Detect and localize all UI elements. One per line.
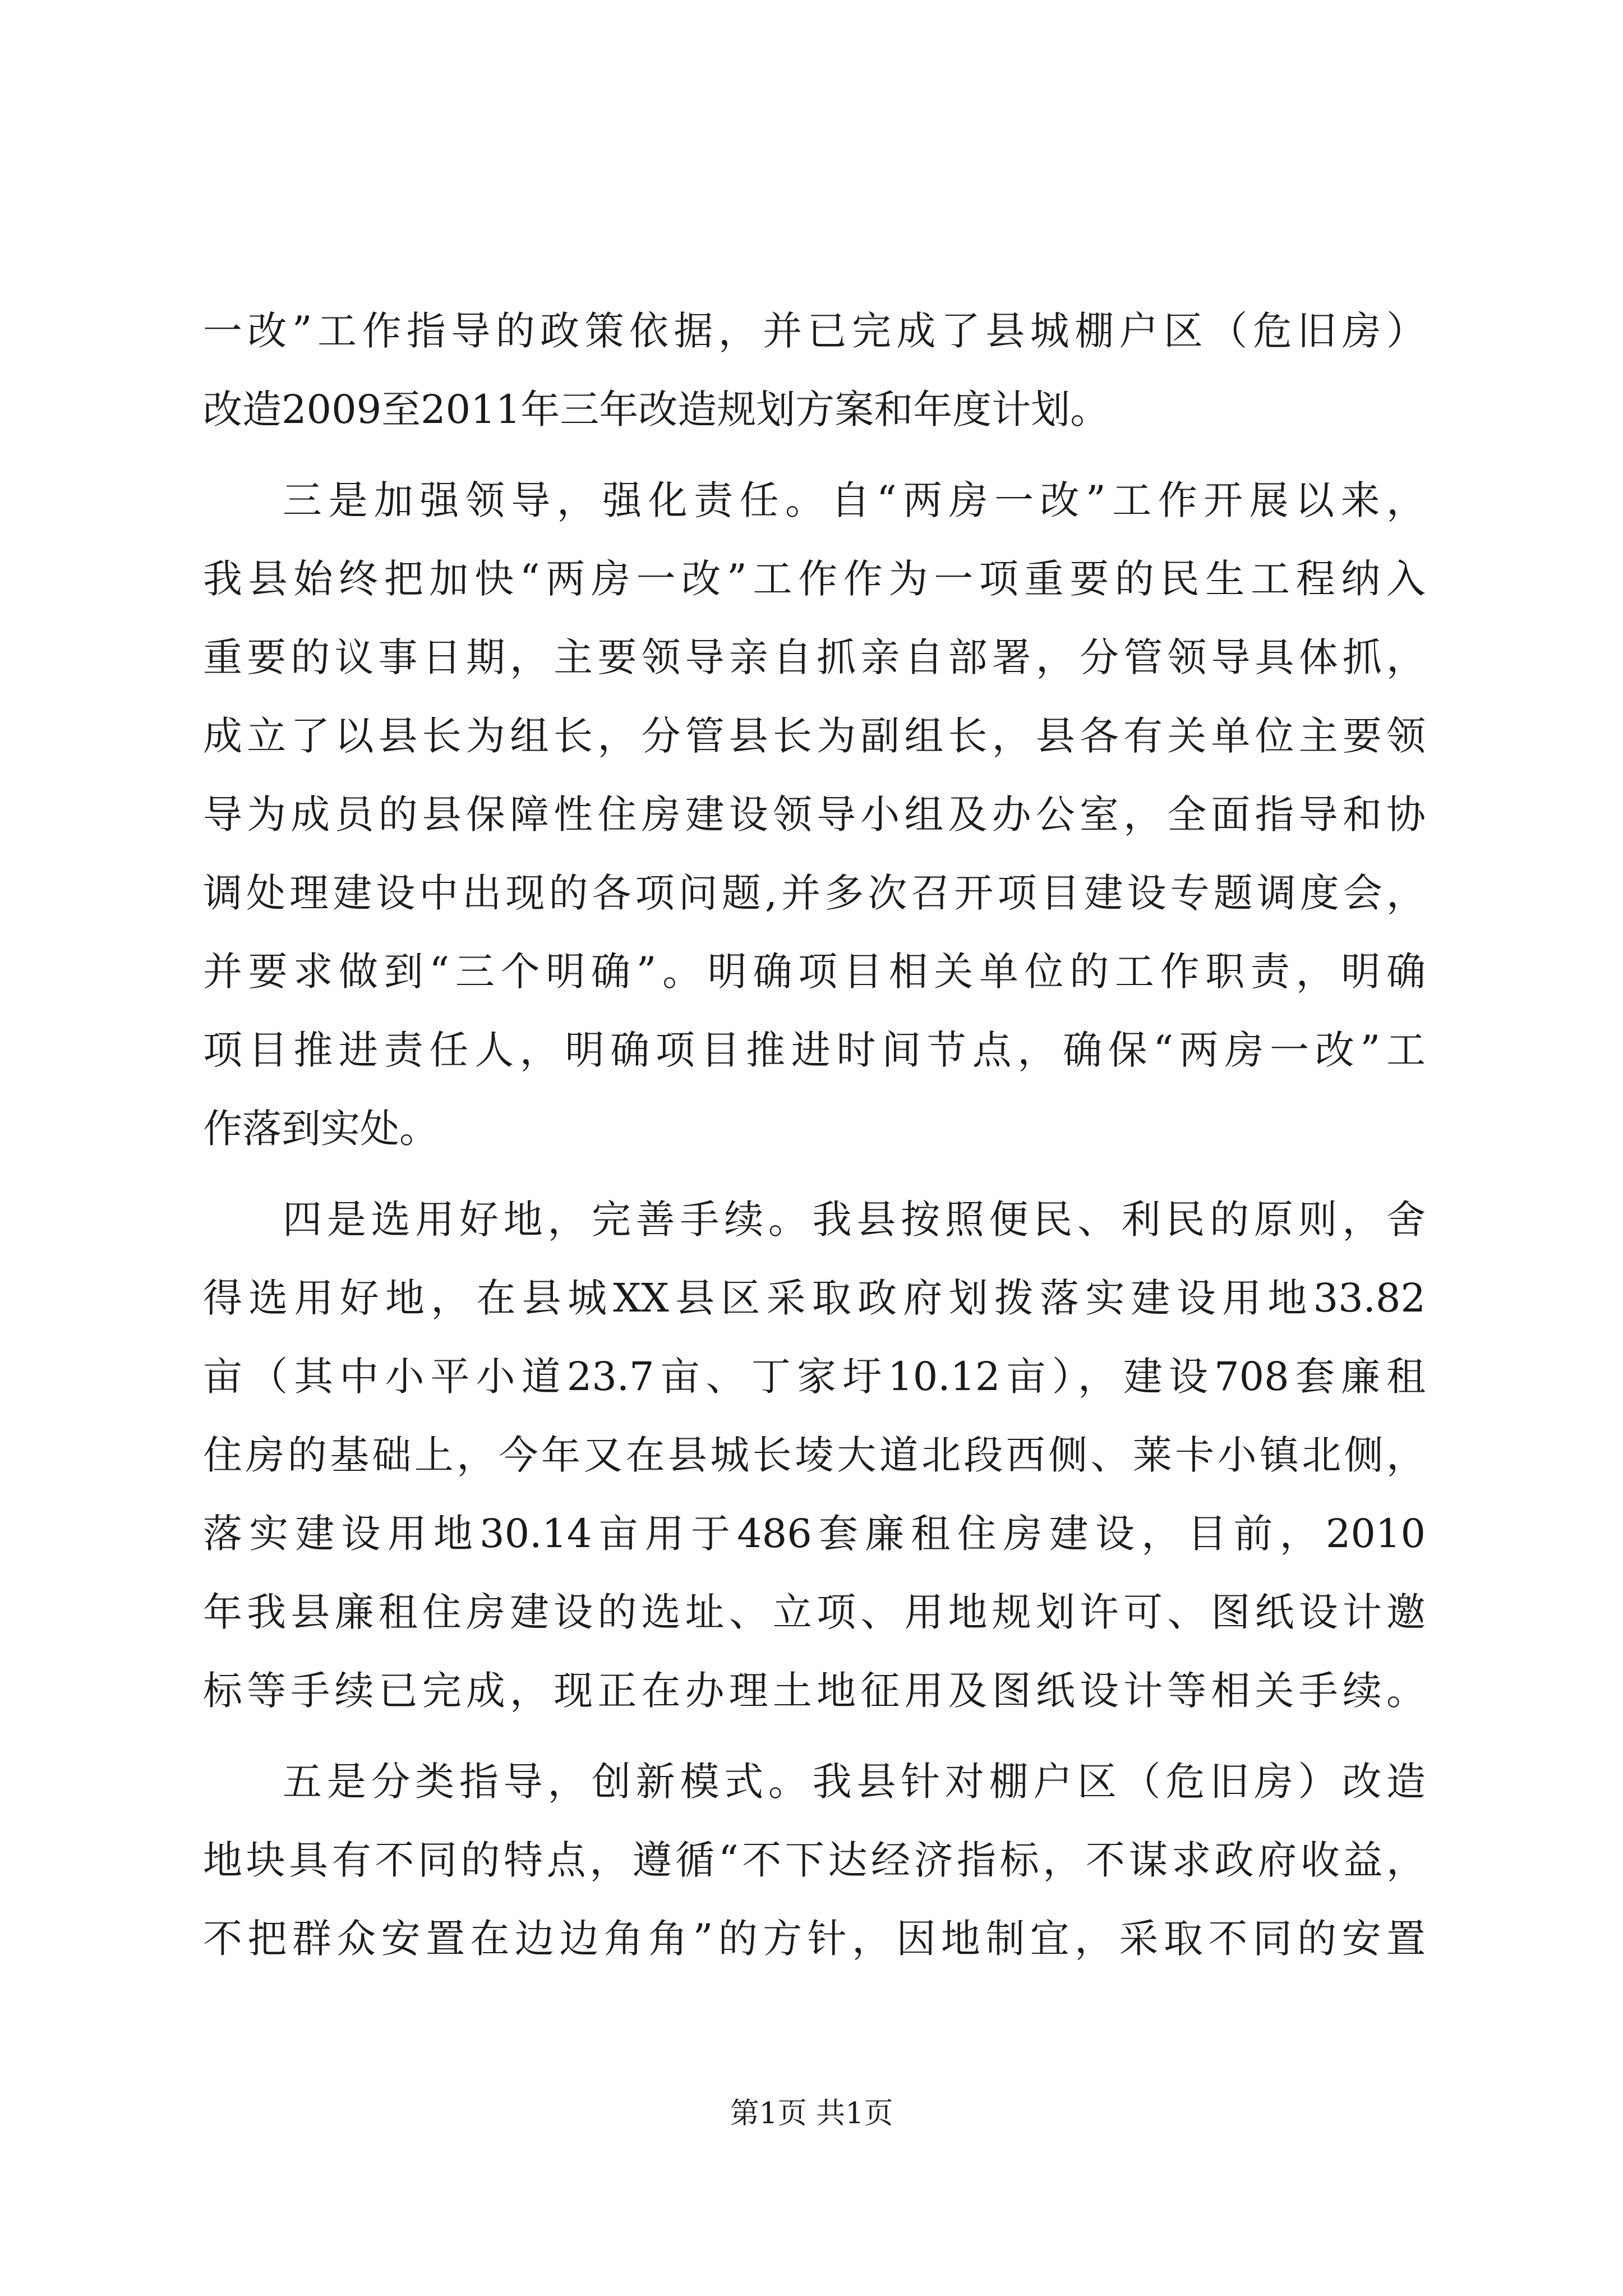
text-line: 我县始终把加快“两房一改”工作作为一项重要的民生工程纳入 [203, 556, 1426, 602]
text-line: 亩（其中小平小道23.7亩、丁家圩10.12亩），建设708套廉租 [203, 1354, 1426, 1400]
text-line: 不把群众安置在边边角角”的方针，因地制宜，采取不同的安置 [203, 1916, 1426, 1962]
text-line: 年我县廉租住房建设的选址、立项、用地规划许可、图纸设计邀 [203, 1589, 1426, 1635]
text-line: 一改”工作指导的政策依据，并已完成了县城棚户区（危旧房） [203, 308, 1426, 354]
paragraph-start-line: 四是选用好地，完善手续。我县按照便民、利民的原则，舍 [283, 1197, 1426, 1243]
text-line: 作落到实处。 [203, 1106, 439, 1152]
text-line: 落实建设用地30.14亩用于486套廉租住房建设，目前，2010 [203, 1511, 1426, 1557]
text-line: 标等手续已完成，现正在办理土地征用及图纸设计等相关手续。 [203, 1668, 1426, 1714]
paragraph-start-line: 五是分类指导，创新模式。我县针对棚户区（危旧房）改造 [283, 1759, 1426, 1805]
text-line: 住房的基础上，今年又在县城长堎大道北段西侧、莱卡小镇北侧， [203, 1432, 1426, 1478]
text-line: 改造2009至2011年三年改造规划方案和年度计划。 [203, 386, 1110, 432]
text-line: 并要求做到“三个明确”。明确项目相关单位的工作职责，明确 [203, 949, 1426, 995]
paragraph-start-line: 三是加强领导，强化责任。自“两房一改”工作开展以来， [283, 477, 1426, 523]
text-line: 地块具有不同的特点，遵循“不下达经济指标，不谋求政府收益， [203, 1837, 1426, 1883]
text-line: 得选用好地，在县城XX县区采取政府划拨落实建设用地33.82 [203, 1275, 1426, 1321]
text-line: 调处理建设中出现的各项问题,并多次召开项目建设专题调度会， [203, 870, 1426, 916]
text-line: 项目推进责任人，明确项目推进时间节点，确保“两房一改”工 [203, 1027, 1426, 1073]
text-line: 重要的议事日期，主要领导亲自抓亲自部署，分管领导具体抓， [203, 634, 1426, 680]
text-line: 导为成员的县保障性住房建设领导小组及办公室，全面指导和协 [203, 792, 1426, 838]
text-line: 成立了以县长为组长，分管县长为副组长，县各有关单位主要领 [203, 713, 1426, 759]
page-footer: 第1页 共1页 [730, 2097, 893, 2131]
